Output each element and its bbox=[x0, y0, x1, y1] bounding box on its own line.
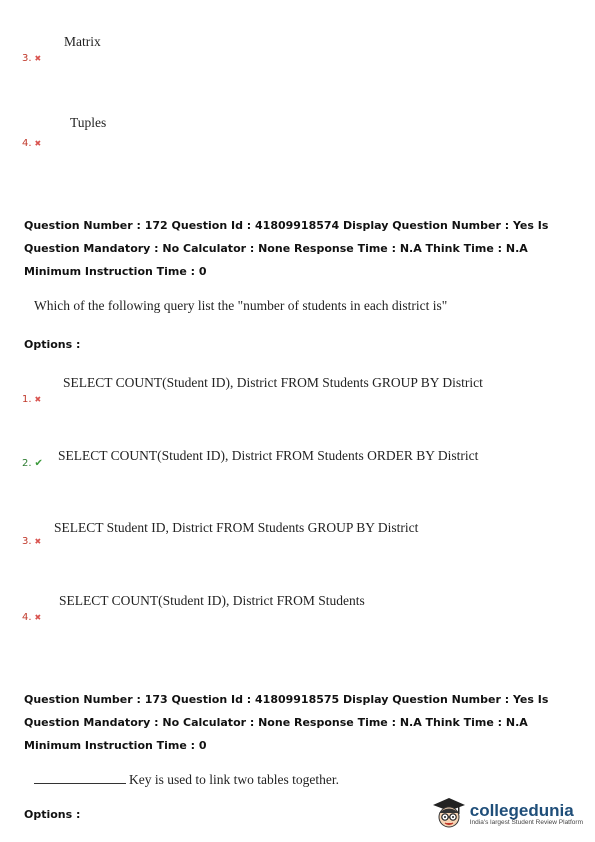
fill-in-blank bbox=[34, 771, 126, 784]
question-172-text: Which of the following query list the "number of students in each district is" bbox=[34, 298, 448, 313]
logo-name: collegedunia bbox=[469, 801, 574, 820]
q172-option-4-text: SELECT COUNT(Student ID), District FROM Students bbox=[59, 593, 365, 608]
q172-option-1-text: SELECT COUNT(Student ID), District FROM Students GROUP BY District bbox=[63, 375, 483, 390]
q172-option-1-number: 1. ✖ bbox=[22, 394, 42, 405]
q172-option-2-number: 2. ✔ bbox=[22, 458, 43, 469]
prev-option-4-text: Tuples bbox=[70, 115, 107, 130]
question-173-meta: Question Number : 173 Question Id : 41809918575 Display Question Number : Yes Is Question Mandatory : No Calculator : None Response Time : N.A Think Time : N.A Minimum Instruction Time : 0 bbox=[24, 693, 549, 752]
prev-option-3-text: Matrix bbox=[64, 34, 101, 49]
wrong-x-icon: ✖ bbox=[34, 613, 42, 622]
q172-option-3-text: SELECT Student ID, District FROM Students GROUP BY District bbox=[54, 520, 419, 535]
question-173-line bbox=[34, 771, 339, 788]
mascot-icon bbox=[432, 796, 466, 832]
logo-tagline: India's largest Student Review Platform bbox=[469, 819, 583, 826]
collegedunia-logo bbox=[432, 796, 583, 832]
wrong-x-icon: ✖ bbox=[34, 537, 42, 546]
correct-check-icon: ✔ bbox=[34, 458, 43, 469]
q172-option-3-number: 3. ✖ bbox=[22, 536, 42, 547]
question-172-options-label: Options : bbox=[24, 338, 81, 351]
q172-option-2-text: SELECT COUNT(Student ID), District FROM Students ORDER BY District bbox=[58, 448, 479, 463]
q172-option-4-number: 4. ✖ bbox=[22, 612, 42, 623]
prev-option-4-number: 4. ✖ bbox=[22, 138, 42, 149]
question-173-options-label: Options : bbox=[24, 808, 81, 821]
question-172-meta: Question Number : 172 Question Id : 41809918574 Display Question Number : Yes Is Question Mandatory : No Calculator : None Response Time : N.A Think Time : N.A Minimum Instruction Time : 0 bbox=[24, 219, 549, 278]
question-173-text: Key is used to link two tables together. bbox=[129, 772, 339, 787]
wrong-x-icon: ✖ bbox=[34, 54, 42, 63]
wrong-x-icon: ✖ bbox=[34, 139, 42, 148]
prev-option-3-number: 3. ✖ bbox=[22, 53, 42, 64]
wrong-x-icon: ✖ bbox=[34, 395, 42, 404]
